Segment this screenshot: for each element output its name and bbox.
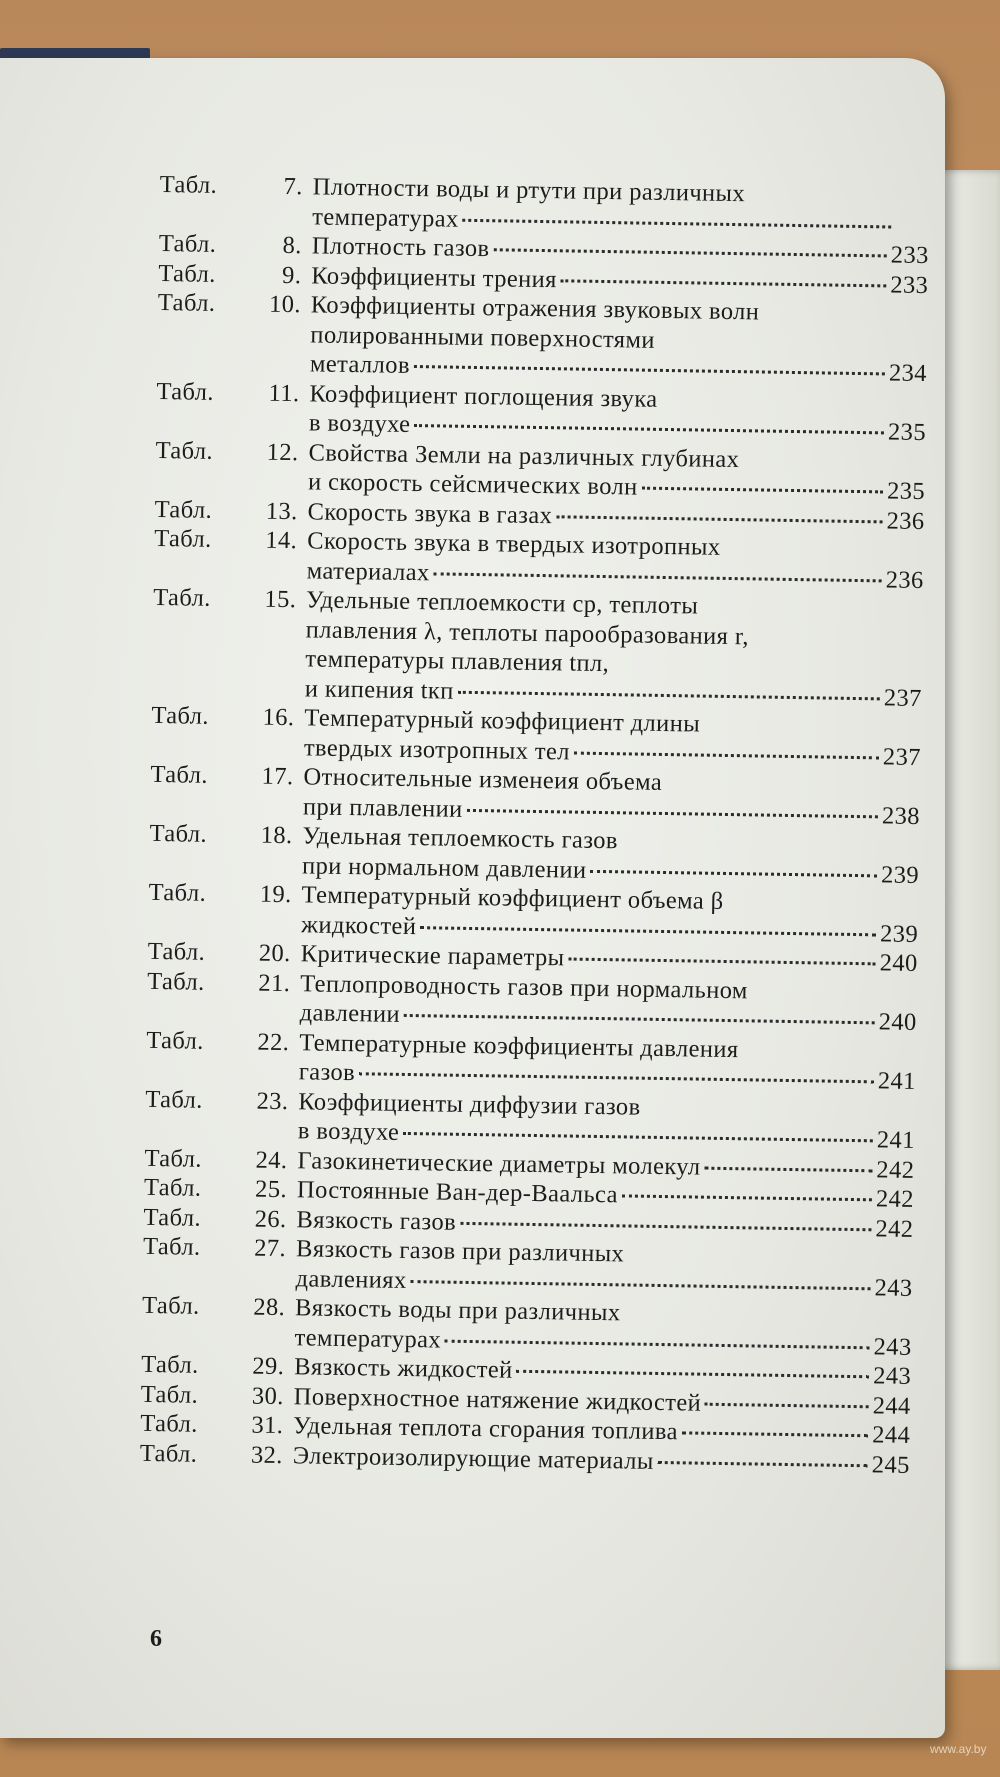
toc-entry-title-line: Электроизолирующие материалы bbox=[292, 1441, 654, 1475]
toc-table-word: Табл. bbox=[153, 583, 211, 612]
toc-page-number: 240 bbox=[879, 949, 918, 977]
toc-page-number: 242 bbox=[876, 1155, 915, 1184]
dot-leader bbox=[359, 1072, 874, 1083]
toc-page-number: 233 bbox=[890, 241, 929, 270]
dot-leader bbox=[556, 515, 882, 523]
toc-table-word: Табл. bbox=[146, 1026, 204, 1055]
toc-entry-title-line: Коэффициенты трения bbox=[311, 261, 558, 293]
dot-leader bbox=[467, 808, 878, 817]
toc-table-word: Табл. bbox=[142, 1232, 201, 1261]
toc-entry-body bbox=[310, 290, 928, 388]
toc-table-number: 16. bbox=[262, 703, 295, 732]
toc-entry-title-line: Плотности воды и ртути при различных bbox=[312, 173, 746, 208]
toc-page-number: 241 bbox=[877, 1067, 916, 1095]
toc-entry-title-line: Коэффициенты диффузии газов bbox=[298, 1087, 641, 1121]
toc-table-number: 7. bbox=[283, 172, 303, 201]
dot-leader bbox=[517, 1370, 870, 1379]
toc-entry-title-line: Поверхностное натяжение жидкостей bbox=[293, 1382, 702, 1417]
toc-table-number: 25. bbox=[254, 1175, 288, 1204]
table-of-contents bbox=[140, 170, 930, 1480]
toc-entry-title-line: при нормальном давлении bbox=[301, 851, 587, 884]
toc-table-number: 15. bbox=[264, 585, 297, 614]
toc-table-word: Табл. bbox=[158, 229, 217, 258]
toc-entry-title-line: Температурный коэффициент длины bbox=[304, 704, 701, 738]
toc-table-number: 23. bbox=[256, 1087, 289, 1115]
dot-leader bbox=[642, 487, 883, 494]
dot-leader bbox=[463, 218, 892, 228]
toc-entry-title-line: Плотность газов bbox=[311, 232, 490, 263]
dot-leader bbox=[420, 926, 876, 936]
toc-entry-title-line: и скорость сейсмических волн bbox=[307, 468, 638, 501]
toc-entry-title-line: Удельная теплоемкость газов bbox=[302, 822, 619, 855]
toc-page-number: 239 bbox=[879, 919, 919, 948]
toc-entry bbox=[157, 288, 928, 389]
toc-table-number: 30. bbox=[251, 1382, 284, 1410]
toc-table-word: Табл. bbox=[155, 436, 214, 465]
dot-leader bbox=[704, 1166, 872, 1172]
toc-entry-title-line: температурах bbox=[312, 202, 459, 233]
toc-table-word: Табл. bbox=[139, 1439, 198, 1468]
toc-entry-title-line: материалах bbox=[306, 556, 430, 586]
toc-entry-body bbox=[304, 703, 922, 772]
toc-table-number: 26. bbox=[254, 1205, 287, 1233]
dot-leader bbox=[411, 1280, 871, 1290]
toc-page-number: 244 bbox=[872, 1391, 911, 1420]
toc-page-number: 242 bbox=[875, 1214, 914, 1243]
dot-leader bbox=[460, 1221, 871, 1230]
toc-entry-title-line: Температурные коэффициенты давления bbox=[299, 1028, 739, 1063]
toc-table-number: 9. bbox=[281, 261, 302, 289]
toc-entry-body bbox=[298, 1087, 916, 1156]
toc-entry-title-line: газов bbox=[298, 1058, 356, 1087]
toc-entry-body bbox=[294, 1293, 912, 1362]
book-page bbox=[0, 58, 945, 1738]
dot-leader bbox=[561, 279, 887, 287]
toc-entry-title-line: давлении bbox=[299, 999, 401, 1028]
dot-leader bbox=[458, 690, 880, 700]
toc-table-number: 17. bbox=[261, 762, 294, 791]
toc-table-number: 12. bbox=[266, 438, 299, 466]
toc-entry-body bbox=[309, 379, 927, 448]
toc-table-word: Табл. bbox=[144, 1144, 203, 1173]
toc-page-number: 237 bbox=[882, 742, 922, 771]
toc-table-word: Табл. bbox=[141, 1350, 199, 1379]
toc-table-word: Табл. bbox=[143, 1203, 202, 1232]
toc-entry-title-line: Коэффициенты отражения звуковых волн bbox=[310, 291, 760, 326]
toc-table-word: Табл. bbox=[149, 819, 208, 848]
toc-entry-title-line: при плавлении bbox=[302, 792, 463, 823]
toc-entry-title-line: жидкостей bbox=[300, 910, 417, 940]
dot-leader bbox=[493, 248, 886, 257]
toc-page-number: 239 bbox=[880, 860, 920, 889]
dot-leader bbox=[705, 1402, 869, 1408]
toc-entry-title-line: Критические параметры bbox=[300, 940, 565, 972]
toc-entry-body bbox=[300, 969, 918, 1038]
toc-table-number: 8. bbox=[282, 231, 303, 260]
toc-table-number: 20. bbox=[258, 939, 291, 968]
toc-table-word: Табл. bbox=[151, 701, 210, 730]
toc-entry-title-line: давлениях bbox=[295, 1264, 407, 1294]
toc-entry-body bbox=[303, 762, 921, 831]
toc-entry-body bbox=[302, 821, 920, 890]
toc-table-word: Табл. bbox=[159, 170, 218, 199]
toc-table-number: 22. bbox=[257, 1028, 290, 1056]
toc-page-number: 237 bbox=[883, 683, 923, 712]
toc-page-number: 240 bbox=[878, 1008, 917, 1036]
toc-page-number: 243 bbox=[874, 1273, 913, 1302]
dot-leader bbox=[414, 424, 884, 434]
toc-entry-title-line: температурах bbox=[294, 1323, 442, 1354]
toc-table-word: Табл. bbox=[148, 878, 207, 907]
toc-entry-title-line: Относительные изменеия объема bbox=[303, 763, 663, 796]
toc-table-word: Табл. bbox=[145, 1085, 204, 1114]
watermark: www.ay.by bbox=[930, 1742, 987, 1756]
toc-entry-body bbox=[312, 172, 930, 241]
toc-table-number: 29. bbox=[252, 1352, 285, 1381]
toc-entry-title-line: металлов bbox=[309, 350, 411, 379]
toc-entry-title-line: Удельная теплота сгорания топлива bbox=[293, 1412, 679, 1446]
dot-leader bbox=[658, 1460, 868, 1466]
toc-table-number: 31. bbox=[251, 1411, 284, 1440]
toc-entry-title-line: в воздухе bbox=[297, 1117, 400, 1146]
toc-table-number: 32. bbox=[250, 1441, 284, 1469]
toc-table-word: Табл. bbox=[147, 967, 205, 996]
toc-entry-title-line: Свойства Земли на различных глубинах bbox=[308, 438, 740, 473]
toc-table-number: 27. bbox=[254, 1234, 287, 1263]
toc-entry-title-line: Вязкость воды при различных bbox=[294, 1294, 621, 1327]
toc-table-number: 21. bbox=[258, 969, 291, 997]
toc-page-number: 234 bbox=[888, 359, 928, 388]
dot-leader bbox=[445, 1339, 870, 1349]
page-number: 6 bbox=[150, 1626, 162, 1652]
toc-entry-title-line: Скорость звука в твердых изотропных bbox=[306, 527, 721, 561]
toc-entry bbox=[152, 583, 924, 713]
toc-entry-title-line: Вязкость жидкостей bbox=[294, 1353, 513, 1384]
toc-page-number: 242 bbox=[875, 1185, 915, 1213]
toc-page-number bbox=[895, 233, 929, 234]
toc-entry-title-line: Вязкость газов bbox=[296, 1205, 457, 1236]
toc-entry-title-line: Температурный коэффициент объема β bbox=[301, 881, 724, 915]
toc-table-number: 18. bbox=[260, 821, 293, 850]
toc-entry-title-line: и кипения tкп bbox=[304, 674, 454, 705]
toc-entry-title-line: Скорость звука в газах bbox=[307, 497, 553, 529]
toc-page-number: 235 bbox=[887, 418, 927, 447]
dot-leader bbox=[404, 1014, 875, 1024]
toc-entry-title-line: Вязкость газов при различных bbox=[295, 1235, 625, 1268]
toc-table-word: Табл. bbox=[143, 1173, 202, 1202]
dot-leader bbox=[568, 958, 875, 966]
toc-entry-title-line: температуры плавления tпл, bbox=[305, 645, 610, 678]
toc-page-number: 236 bbox=[886, 506, 925, 535]
toc-table-word: Табл. bbox=[156, 377, 215, 406]
toc-entry-title-line: Газокинетические диаметры молекул bbox=[297, 1146, 701, 1181]
toc-table-number: 28. bbox=[253, 1293, 286, 1322]
toc-table-word: Табл. bbox=[140, 1380, 199, 1409]
toc-table-word: Табл. bbox=[157, 288, 216, 317]
toc-entry-title-line: твердых изотропных тел bbox=[303, 733, 571, 766]
toc-table-word: Табл. bbox=[154, 495, 213, 524]
toc-table-word: Табл. bbox=[150, 760, 209, 789]
toc-table-word: Табл. bbox=[140, 1409, 198, 1438]
toc-entry-title-line: Постоянные Ван-дер-Ваальса bbox=[296, 1176, 619, 1209]
toc-entry-body bbox=[299, 1028, 917, 1097]
toc-table-word: Табл. bbox=[141, 1291, 200, 1320]
toc-entry-title-line: плавления λ, теплоты парообразования r, bbox=[305, 615, 750, 650]
toc-entry-body bbox=[306, 526, 924, 595]
dot-leader bbox=[682, 1431, 868, 1437]
toc-page-number: 238 bbox=[881, 801, 921, 830]
dot-leader bbox=[434, 572, 882, 582]
toc-entry-title-line: Удельные теплоемкости cp, теплоты bbox=[306, 586, 699, 620]
dot-leader bbox=[574, 751, 879, 759]
toc-entry-body bbox=[295, 1234, 913, 1303]
dot-leader bbox=[622, 1194, 872, 1201]
dot-leader bbox=[403, 1132, 873, 1142]
toc-entry-title-line: полированными поверхностями bbox=[310, 320, 656, 354]
toc-table-word: Табл. bbox=[147, 937, 206, 966]
toc-table-number: 24. bbox=[255, 1146, 288, 1174]
toc-page-number: 243 bbox=[872, 1362, 912, 1390]
toc-page-number: 245 bbox=[871, 1450, 910, 1479]
toc-table-number: 13. bbox=[265, 497, 298, 525]
toc-entry-body bbox=[308, 438, 926, 507]
toc-page-number: 241 bbox=[876, 1126, 916, 1154]
toc-table-number: 10. bbox=[268, 290, 302, 319]
toc-entry-title-line: в воздухе bbox=[308, 409, 411, 438]
toc-page-number: 244 bbox=[872, 1421, 911, 1449]
toc-table-number: 19. bbox=[259, 880, 292, 909]
toc-page-number: 233 bbox=[890, 270, 929, 299]
toc-page-number: 236 bbox=[885, 565, 924, 594]
toc-table-word: Табл. bbox=[153, 524, 212, 553]
toc-entry-body bbox=[305, 585, 924, 713]
toc-entry-body bbox=[301, 880, 919, 949]
dot-leader bbox=[414, 365, 885, 375]
toc-entry-title-line: Коэффициент поглощения звука bbox=[309, 379, 658, 413]
toc-entry-title-line: Теплопроводность газов при нормальном bbox=[300, 969, 749, 1004]
toc-table-word: Табл. bbox=[158, 259, 217, 288]
dot-leader bbox=[590, 869, 877, 877]
toc-table-number: 14. bbox=[265, 526, 298, 555]
toc-table-number: 11. bbox=[268, 379, 300, 407]
toc-page-number: 243 bbox=[873, 1332, 912, 1361]
toc-page-number: 235 bbox=[886, 477, 926, 506]
